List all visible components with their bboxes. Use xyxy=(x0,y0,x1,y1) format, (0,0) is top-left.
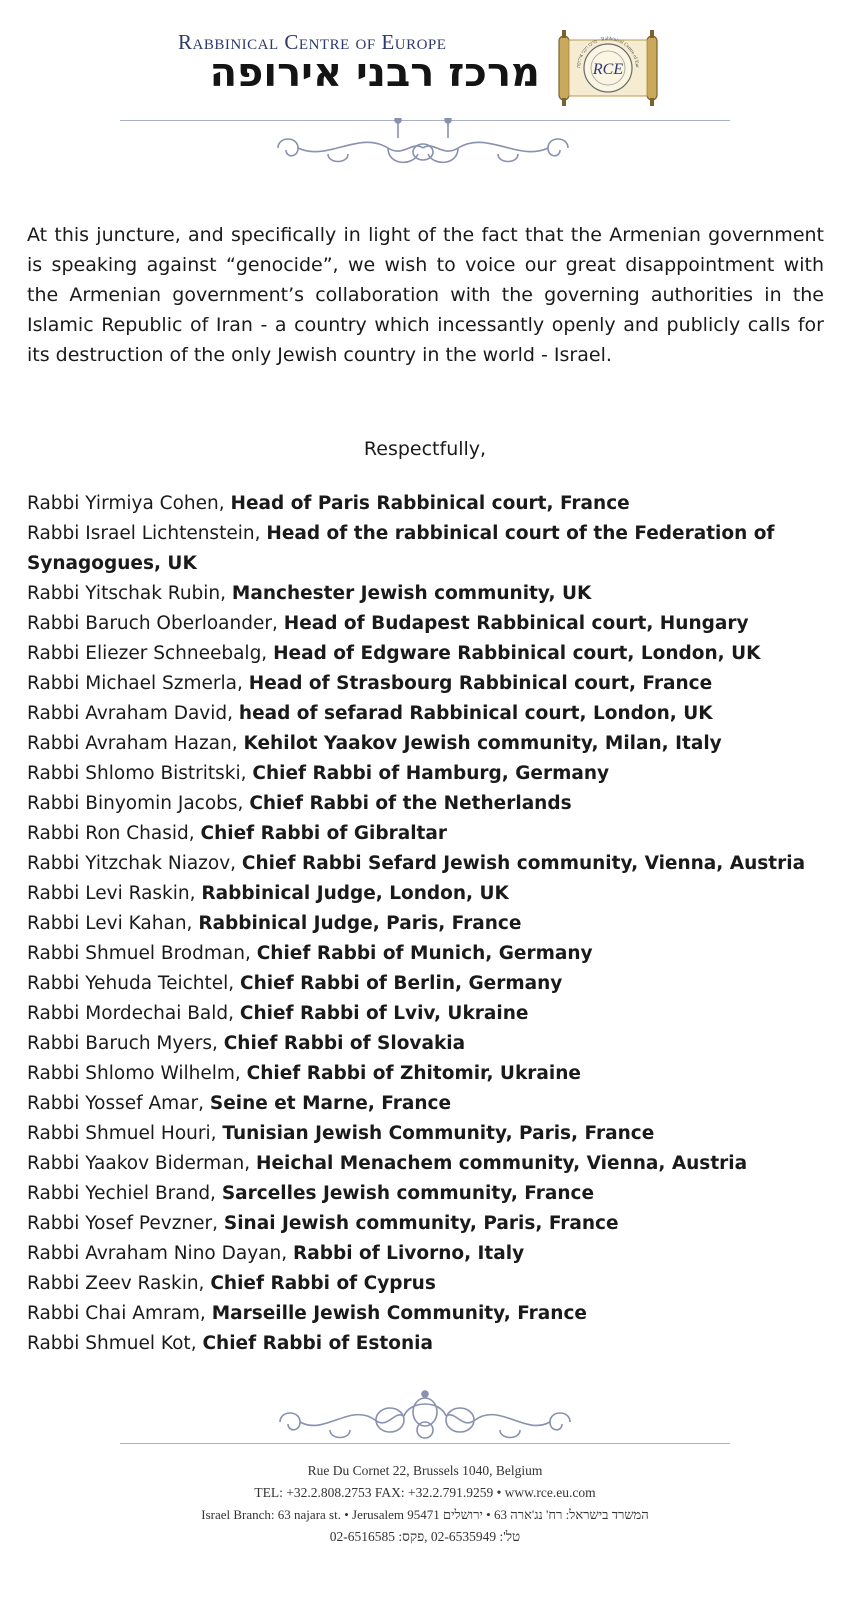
signatory-row xyxy=(27,1149,827,1179)
footer-flourish-ornament xyxy=(270,1390,580,1445)
signatory-row xyxy=(27,999,827,1029)
signatory-row xyxy=(27,909,827,939)
signatory-name: Rabbi Yitzchak Niazov, xyxy=(27,853,242,874)
logo-monogram: RCE xyxy=(592,61,624,78)
footer-contact-block xyxy=(0,1460,850,1548)
signatory-title: Rabbi of Livorno, Italy xyxy=(292,1243,525,1264)
signatory-title: Seine et Marne, France xyxy=(209,1093,452,1114)
signatory-name: Rabbi Israel Lichtenstein, xyxy=(27,523,267,544)
signatory-title: Marseille Jewish Community, France xyxy=(211,1303,587,1324)
signatory-row xyxy=(27,579,827,609)
footer-branch-english: Israel Branch: 63 najara st. • Jerusalem 95471 xyxy=(201,1507,440,1522)
footer-divider xyxy=(120,1443,730,1444)
letterhead xyxy=(0,0,850,180)
signatory-row xyxy=(27,1329,827,1359)
signatory-row xyxy=(27,939,827,969)
org-name-english: Rabbinical Centre of Europe xyxy=(178,30,447,54)
signatory-name: Rabbi Mordechai Bald, xyxy=(27,1003,240,1024)
signatory-title: Tunisian Jewish Community, Paris, France xyxy=(222,1123,655,1144)
signatory-row xyxy=(27,759,827,789)
header-flourish-ornament xyxy=(268,118,578,173)
signatory-title: Rabbinical Judge, London, UK xyxy=(201,883,509,904)
rce-scroll-logo xyxy=(553,28,663,108)
signatory-name: Rabbi Shmuel Houri, xyxy=(27,1123,223,1144)
signatory-name: Rabbi Binyomin Jacobs, xyxy=(27,793,250,814)
signatory-name: Rabbi Shmuel Kot, xyxy=(27,1333,203,1354)
signatory-title: Chief Rabbi of Cyprus xyxy=(210,1273,436,1294)
signatory-list xyxy=(27,489,827,1359)
signatory-row xyxy=(27,789,827,819)
closing-salutation: Respectfully, xyxy=(363,438,487,460)
signatory-title: Chief Rabbi of Estonia xyxy=(202,1333,433,1354)
letter-body-paragraph: At this juncture, and specifically in light of the fact that the Armenian government is speaking against “genocide”, we wish to voice our great disappointment with the Armenian government’s collaboration with the governing authorities in the Islamic Republic of Iran - a country which incessantly openly and publicly calls for its destruction of the only Jewish country in the world - Israel. xyxy=(27,224,824,366)
signatory-row xyxy=(27,1059,827,1089)
signatory-title: Head of Budapest Rabbinical court, Hungary xyxy=(283,613,749,634)
signatory-row xyxy=(27,699,827,729)
signatory-name: Rabbi Yirmiya Cohen, xyxy=(27,493,231,514)
signatory-title: Heichal Menachem community, Vienna, Austria xyxy=(256,1153,748,1174)
signatory-title: Sinai Jewish community, Paris, France xyxy=(223,1213,619,1234)
signatory-name: Rabbi Ron Chasid, xyxy=(27,823,201,844)
signatory-name: Rabbi Yechiel Brand, xyxy=(27,1183,222,1204)
signatory-title: Chief Rabbi Sefard Jewish community, Vienna, Austria xyxy=(241,853,806,874)
signatory-name: Rabbi Zeev Raskin, xyxy=(27,1273,211,1294)
signatory-row xyxy=(27,1269,827,1299)
signatory-name: Rabbi Shmuel Brodman, xyxy=(27,943,257,964)
signatory-title: Chief Rabbi of Zhitomir, Ukraine xyxy=(246,1063,581,1084)
signatory-title: Head of the rabbinical court of the Federation of Synagogues, UK xyxy=(27,523,775,574)
signatory-title: Chief Rabbi of Berlin, Germany xyxy=(240,973,563,994)
footer-israel-branch xyxy=(0,1504,850,1526)
signatory-name: Rabbi Avraham Hazan, xyxy=(27,733,244,754)
signatory-row xyxy=(27,639,827,669)
signatory-title: head of sefarad Rabbinical court, London, UK xyxy=(238,703,713,724)
signatory-row xyxy=(27,879,827,909)
signatory-title: Head of Paris Rabbinical court, France xyxy=(230,493,630,514)
signatory-row xyxy=(27,669,827,699)
signatory-name: Rabbi Baruch Myers, xyxy=(27,1033,224,1054)
signatory-title: Chief Rabbi of the Netherlands xyxy=(249,793,572,814)
signatory-title: Chief Rabbi of Munich, Germany xyxy=(256,943,593,964)
signatory-title: Rabbinical Judge, Paris, France xyxy=(198,913,522,934)
signatory-name: Rabbi Michael Szmerla, xyxy=(27,673,249,694)
signatory-name: Rabbi Shlomo Wilhelm, xyxy=(27,1063,247,1084)
footer-address: Rue Du Cornet 22, Brussels 1040, Belgium xyxy=(307,1463,543,1478)
signatory-row xyxy=(27,729,827,759)
signatory-name: Rabbi Chai Amram, xyxy=(27,1303,212,1324)
signatory-title: Kehilot Yaakov Jewish community, Milan, Italy xyxy=(243,733,722,754)
signatory-title: Head of Edgware Rabbinical court, London, UK xyxy=(273,643,761,664)
signatory-name: Rabbi Baruch Oberloander, xyxy=(27,613,284,634)
signatory-name: Rabbi Yaakov Biderman, xyxy=(27,1153,257,1174)
signatory-title: Manchester Jewish community, UK xyxy=(231,583,592,604)
signatory-title: Chief Rabbi of Hamburg, Germany xyxy=(252,763,610,784)
signatory-row xyxy=(27,849,827,879)
footer-phone-fax-web: TEL: +32.2.808.2753 FAX: +32.2.791.9259 • www.rce.eu.com xyxy=(254,1485,596,1500)
signatory-row xyxy=(27,609,827,639)
signatory-name: Rabbi Shlomo Bistritski, xyxy=(27,763,253,784)
signatory-name: Rabbi Yitschak Rubin, xyxy=(27,583,232,604)
signatory-name: Rabbi Eliezer Schneebalg, xyxy=(27,643,274,664)
signatory-row xyxy=(27,519,827,579)
signatory-row xyxy=(27,819,827,849)
signatory-row xyxy=(27,1179,827,1209)
signatory-row xyxy=(27,1239,827,1269)
signatory-name: Rabbi Levi Kahan, xyxy=(27,913,199,934)
signatory-title: Chief Rabbi of Slovakia xyxy=(223,1033,466,1054)
signatory-row xyxy=(27,1119,827,1149)
signatory-row xyxy=(27,1209,827,1239)
signatory-title: Chief Rabbi of Lviv, Ukraine xyxy=(239,1003,529,1024)
signatory-row xyxy=(27,969,827,999)
signatory-row xyxy=(27,1299,827,1329)
signatory-row xyxy=(27,489,827,519)
signatory-name: Rabbi Avraham Nino Dayan, xyxy=(27,1243,293,1264)
signatory-row xyxy=(27,1029,827,1059)
signatory-name: Rabbi Yossef Amar, xyxy=(27,1093,210,1114)
signatory-row xyxy=(27,1089,827,1119)
signatory-name: Rabbi Yosef Pevzner, xyxy=(27,1213,224,1234)
signatory-name: Rabbi Levi Raskin, xyxy=(27,883,202,904)
footer-israel-phones: טל': 02-6535949 ,פקס: 02-6516585 xyxy=(329,1529,521,1544)
signatory-title: Chief Rabbi of Gibraltar xyxy=(200,823,448,844)
org-name-hebrew: מרכז רבני אירופה xyxy=(209,50,540,96)
signatory-name: Rabbi Yehuda Teichtel, xyxy=(27,973,241,994)
footer-branch-hebrew: המשרד בישראל: רח' נג'ארה 63 • ירושלים xyxy=(443,1507,649,1522)
logo-ring-text: מרכז רבני אירופה · Rabbinical Centre of Eur xyxy=(576,36,640,69)
signatory-name: Rabbi Avraham David, xyxy=(27,703,239,724)
signatory-title: Head of Strasbourg Rabbinical court, France xyxy=(248,673,713,694)
signatory-title: Sarcelles Jewish community, France xyxy=(221,1183,595,1204)
